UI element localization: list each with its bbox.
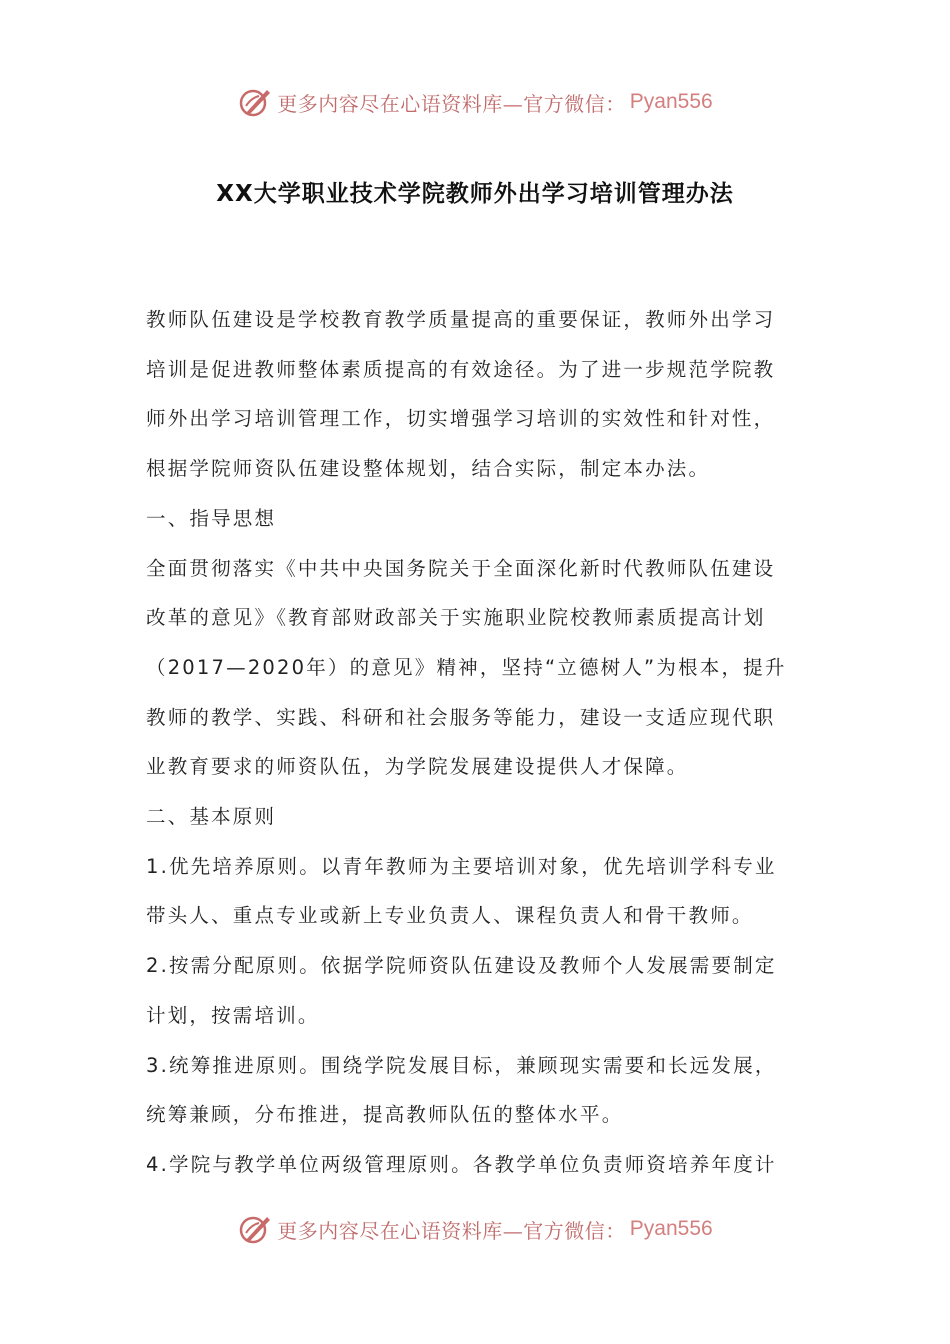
section-heading: 一、指导思想	[146, 506, 277, 530]
body-line: 统筹兼顾，分布推进，提高教师队伍的整体水平。	[146, 1103, 624, 1127]
body-line: 4.学院与教学单位两级管理原则。各教学单位负责师资培养年度计	[146, 1152, 777, 1176]
body-line: （2017—2020年）的意见》精神，坚持“立德树人”为根本，提升	[146, 655, 787, 679]
body-line: 改革的意见》《教育部财政部关于实施职业院校教师素质提高计划	[146, 606, 766, 630]
body-line: 1.优先培养原则。以青年教师为主要培训对象，优先培训学科专业	[146, 854, 777, 878]
footer-banner	[0, 1209, 950, 1249]
body-line: 业教育要求的师资队伍，为学院发展建设提供人才保障。	[146, 755, 689, 779]
section-heading: 二、基本原则	[146, 805, 277, 829]
banner-text: 更多内容尽在心语资料库—官方微信：	[277, 91, 626, 116]
banner-wechat-id: Pyan556	[629, 1217, 713, 1240]
banner-text: 更多内容尽在心语资料库—官方微信：	[277, 1218, 626, 1243]
body-line: 师外出学习培训管理工作，切实增强学习培训的实效性和针对性，	[146, 407, 776, 431]
body-line: 根据学院师资队伍建设整体规划，结合实际，制定本办法。	[146, 457, 711, 481]
body-line: 教师的教学、实践、科研和社会服务等能力，建设一支适应现代职	[146, 705, 776, 729]
quill-logo-icon	[237, 1211, 273, 1247]
body-line: 2.按需分配原则。依据学院师资队伍建设及教师个人发展需要制定	[146, 954, 777, 978]
document-title: XX大学职业技术学院教师外出学习培训管理办法	[216, 181, 734, 207]
header-banner	[0, 82, 950, 122]
body-line: 3.统筹推进原则。围绕学院发展目标，兼顾现实需要和长远发展，	[146, 1053, 777, 1077]
body-line: 全面贯彻落实《中共中央国务院关于全面深化新时代教师队伍建设	[146, 556, 776, 580]
body-line: 培训是促进教师整体素质提高的有效途径。为了进一步规范学院教	[146, 357, 776, 381]
quill-logo-icon	[237, 84, 273, 120]
banner-wechat-id: Pyan556	[629, 90, 713, 113]
body-line: 教师队伍建设是学校教育教学质量提高的重要保证，教师外出学习	[146, 308, 776, 331]
document-body	[146, 295, 810, 1190]
body-line: 带头人、重点专业或新上专业负责人、课程负责人和骨干教师。	[146, 904, 754, 928]
body-line: 计划，按需培训。	[146, 1003, 320, 1027]
